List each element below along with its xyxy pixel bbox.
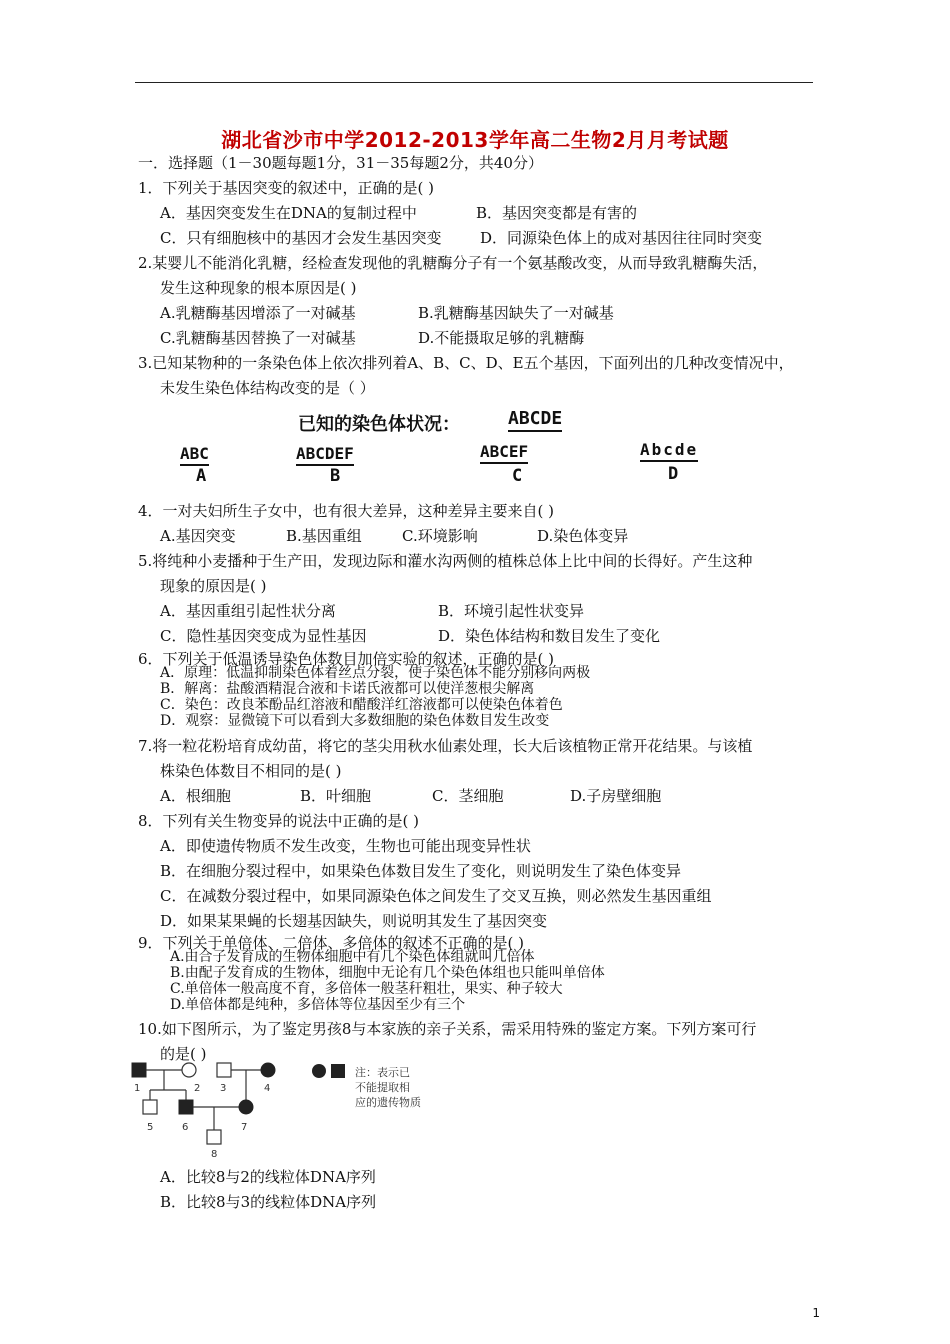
q4-option-a: A.基因突变 bbox=[160, 527, 236, 545]
pedigree-individual-7 bbox=[239, 1100, 253, 1114]
pedigree-num-6: 6 bbox=[182, 1122, 189, 1133]
q6-option-a: A．原理：低温抑制染色体着丝点分裂，使子染色体不能分别移向两极 bbox=[160, 665, 591, 681]
q5-stem-line1: 5.将纯种小麦播种于生产田，发现边际和灌水沟两侧的植株总体上比中间的长得好。产生这种 bbox=[138, 552, 753, 570]
pedigree-note bbox=[355, 1065, 421, 1110]
q9-option-d: D.单倍体都是纯种，多倍体等位基因至少有三个 bbox=[170, 997, 466, 1013]
q3-chromosome-d bbox=[640, 440, 698, 462]
q5-option-a: A．基因重组引起性状分离 bbox=[160, 602, 336, 620]
q4-option-d: D.染色体变异 bbox=[537, 527, 629, 545]
q1-option-d: D．同源染色体上的成对基因往往同时突变 bbox=[480, 229, 763, 247]
q9-stem: 9．下列关于单倍体、二倍体、多倍体的叙述不正确的是( ) bbox=[138, 934, 525, 952]
q10-stem-line2: 的是( ) bbox=[160, 1045, 207, 1063]
pedigree-num-5: 5 bbox=[147, 1122, 154, 1133]
q2-option-c: C.乳糖酶基因替换了一对碱基 bbox=[160, 329, 356, 347]
q8-option-c: C．在减数分裂过程中，如果同源染色体之间发生了交叉互换，则必然发生基因重组 bbox=[160, 887, 712, 905]
q7-option-c: C．茎细胞 bbox=[432, 787, 504, 805]
pedigree-num-8: 8 bbox=[211, 1149, 218, 1160]
pedigree-num-1: 1 bbox=[134, 1083, 141, 1094]
pedigree-individual-5 bbox=[143, 1100, 157, 1114]
pedigree-individual-8 bbox=[207, 1130, 221, 1144]
q3-known-label: 已知的染色体状况： bbox=[298, 414, 460, 435]
section-heading: 一．选择题（1－30题每题1分，31－35每题2分，共40分） bbox=[138, 154, 543, 172]
q3-known-chromosome bbox=[508, 408, 562, 432]
q5-option-c: C．隐性基因突变成为显性基因 bbox=[160, 627, 367, 645]
q5-option-d: D．染色体结构和数目发生了变化 bbox=[438, 627, 661, 645]
q4-option-b: B.基因重组 bbox=[286, 527, 362, 545]
pedigree-num-7: 7 bbox=[241, 1122, 248, 1133]
q9-option-a: A.由合子发育成的生物体细胞中有几个染色体组就叫几倍体 bbox=[170, 949, 535, 965]
page-number: 1 bbox=[812, 1306, 820, 1320]
q3-known-seq: ABCDE bbox=[508, 408, 562, 432]
q8-option-d: D．如果某果蝇的长翅基因缺失，则说明其发生了基因突变 bbox=[160, 912, 548, 930]
q3-letter-a: A bbox=[196, 466, 207, 486]
q9-option-b: B.由配子发育成的生物体，细胞中无论有几个染色体组也只能叫单倍体 bbox=[170, 965, 605, 981]
q1-option-a: A．基因突变发生在DNA的复制过程中 bbox=[160, 204, 417, 222]
pedigree-individual-1 bbox=[132, 1063, 146, 1077]
q10-stem-line1: 10.如下图所示，为了鉴定男孩8与本家族的亲子关系，需采用特殊的鉴定方案。下列方案可行 bbox=[138, 1020, 757, 1038]
q6-option-b: B．解离：盐酸酒精混合液和卡诺氏液都可以使洋葱根尖解离 bbox=[160, 681, 535, 697]
q6-option-d: D．观察：显微镜下可以看到大多数细胞的染色体数目发生改变 bbox=[160, 713, 550, 729]
q3-chromosome-a bbox=[180, 444, 209, 466]
pedigree-note-line3: 应的遗传物质 bbox=[355, 1096, 421, 1109]
legend-filled-circle bbox=[312, 1064, 326, 1078]
q10-option-b: B．比较8与3的线粒体DNA序列 bbox=[160, 1193, 377, 1211]
pedigree-note-line2: 不能提取相 bbox=[355, 1081, 410, 1094]
q7-option-a: A．根细胞 bbox=[160, 787, 231, 805]
q1-option-b: B．基因突变都是有害的 bbox=[476, 204, 638, 222]
pedigree-individual-4 bbox=[261, 1063, 275, 1077]
q2-stem-line2: 发生这种现象的根本原因是( ) bbox=[160, 279, 357, 297]
q7-stem-line1: 7.将一粒花粉培育成幼苗，将它的茎尖用秋水仙素处理，长大后该植物正常开花结果。与该植 bbox=[138, 737, 753, 755]
header-rule bbox=[135, 82, 813, 83]
q8-option-a: A．即使遗传物质不发生改变，生物也可能出现变异性状 bbox=[160, 837, 531, 855]
q3-seq-d: Abcde bbox=[640, 440, 698, 462]
q3-stem-line1: 3.已知某物种的一条染色体上依次排列着A、B、C、D、E五个基因，下面列出的几种改变情况中， bbox=[138, 354, 794, 372]
pedigree-individual-6 bbox=[179, 1100, 193, 1114]
q8-option-b: B．在细胞分裂过程中，如果染色体数目发生了变化，则说明发生了染色体变异 bbox=[160, 862, 682, 880]
q3-chromosome-b bbox=[296, 444, 354, 466]
q3-letter-d: D bbox=[668, 464, 679, 484]
q7-option-b: B．叶细胞 bbox=[300, 787, 372, 805]
q1-option-c: C．只有细胞核中的基因才会发生基因突变 bbox=[160, 229, 442, 247]
q7-stem-line2: 株染色体数目不相同的是( ) bbox=[160, 762, 342, 780]
q3-seq-b: ABCDEF bbox=[296, 444, 354, 466]
pedigree-individual-2 bbox=[182, 1063, 196, 1077]
pedigree-individual-3 bbox=[217, 1063, 231, 1077]
q3-letter-b: B bbox=[330, 466, 341, 486]
pedigree-chart bbox=[128, 1060, 358, 1160]
q5-option-b: B．环境引起性状变异 bbox=[438, 602, 585, 620]
pedigree-num-4: 4 bbox=[264, 1083, 271, 1094]
q3-chromosome-c bbox=[480, 442, 528, 464]
pedigree-num-2: 2 bbox=[194, 1083, 201, 1094]
q2-option-d: D.不能摄取足够的乳糖酶 bbox=[418, 329, 585, 347]
q6-option-c: C．染色：改良苯酚品红溶液和醋酸洋红溶液都可以使染色体着色 bbox=[160, 697, 563, 713]
pedigree-note-line1: 注：表示已 bbox=[355, 1066, 410, 1079]
legend-filled-square bbox=[331, 1064, 345, 1078]
q3-seq-a: ABC bbox=[180, 444, 209, 466]
q10-option-a: A．比较8与2的线粒体DNA序列 bbox=[160, 1168, 376, 1186]
q3-letter-c: C bbox=[512, 466, 523, 486]
page-title: 湖北省沙市中学2012-2013学年高二生物2月月考试题 bbox=[221, 128, 729, 152]
q7-option-d: D.子房壁细胞 bbox=[570, 787, 662, 805]
pedigree-num-3: 3 bbox=[220, 1083, 227, 1094]
q4-stem: 4．一对夫妇所生子女中，也有很大差异，这种差异主要来自( ) bbox=[138, 502, 555, 520]
q3-stem-line2: 未发生染色体结构改变的是（ ） bbox=[160, 379, 375, 397]
q3-seq-c: ABCEF bbox=[480, 442, 528, 464]
q9-option-c: C.单倍体一般高度不育，多倍体一般茎秆粗壮，果实、种子较大 bbox=[170, 981, 563, 997]
q4-option-c: C.环境影响 bbox=[402, 527, 478, 545]
q2-stem-line1: 2.某婴儿不能消化乳糖，经检查发现他的乳糖酶分子有一个氨基酸改变，从而导致乳糖酶失活， bbox=[138, 254, 768, 272]
q1-stem: 1．下列关于基因突变的叙述中，正确的是( ) bbox=[138, 179, 435, 197]
q2-option-b: B.乳糖酶基因缺失了一对碱基 bbox=[418, 304, 614, 322]
q2-option-a: A.乳糖酶基因增添了一对碱基 bbox=[160, 304, 356, 322]
q6-stem: 6．下列关于低温诱导染色体数目加倍实验的叙述，正确的是( ) bbox=[138, 650, 555, 668]
q8-stem: 8．下列有关生物变异的说法中正确的是( ) bbox=[138, 812, 420, 830]
q5-stem-line2: 现象的原因是( ) bbox=[160, 577, 267, 595]
